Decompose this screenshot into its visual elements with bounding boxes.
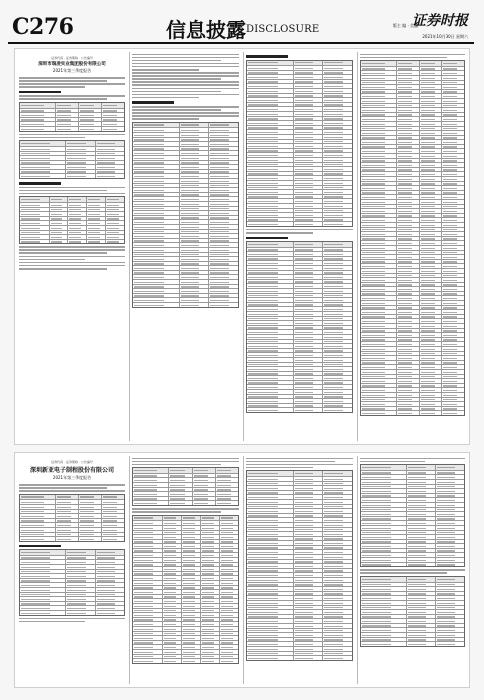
newspaper-logo: 证券时报 — [412, 13, 468, 29]
column-2 — [129, 456, 241, 684]
data-table — [19, 140, 125, 179]
company-name: 深圳新亚电子制程股份有限公司 — [29, 467, 114, 474]
company-header — [17, 460, 127, 481]
report-title: 2021年第三季度报告 — [52, 68, 92, 73]
column-4 — [357, 456, 467, 684]
column-3 — [243, 52, 355, 441]
data-table — [360, 576, 465, 647]
data-table — [246, 60, 353, 227]
column-2 — [129, 52, 241, 441]
report-title: 2021年第三季度报告 — [52, 475, 92, 480]
masthead — [8, 10, 474, 44]
column-4 — [357, 52, 467, 441]
column-1 — [17, 52, 127, 441]
data-table — [246, 241, 353, 413]
data-table — [360, 60, 465, 416]
column-1 — [17, 456, 127, 684]
data-table — [132, 122, 239, 308]
company-name: 深圳市瑞凌实业集团股份有限公司 — [38, 62, 106, 67]
section-english-title: DISCLOSURE — [246, 24, 320, 35]
data-table — [132, 467, 239, 506]
company-tag: 证券代码 · 证券简称 · 公告编号 — [51, 56, 93, 60]
page-number: C276 — [12, 14, 74, 40]
masthead-editor-line: 版主 编 · 美编 — [392, 23, 418, 28]
masthead-date-line: 2021年10月30日 星期六 — [422, 34, 468, 39]
data-table — [19, 494, 125, 542]
company-tag: 证券代码 · 证券简称 · 公告编号 — [51, 460, 93, 464]
data-table — [246, 470, 353, 660]
data-table — [19, 549, 125, 615]
data-table — [19, 102, 125, 132]
data-table — [132, 515, 239, 664]
section-title: 信息披露 — [166, 18, 246, 42]
company-header — [17, 56, 127, 74]
report-panel-top — [14, 48, 470, 445]
report-panel-bottom — [14, 452, 470, 688]
data-table — [360, 464, 465, 567]
column-3 — [243, 456, 355, 684]
data-table — [19, 196, 125, 244]
